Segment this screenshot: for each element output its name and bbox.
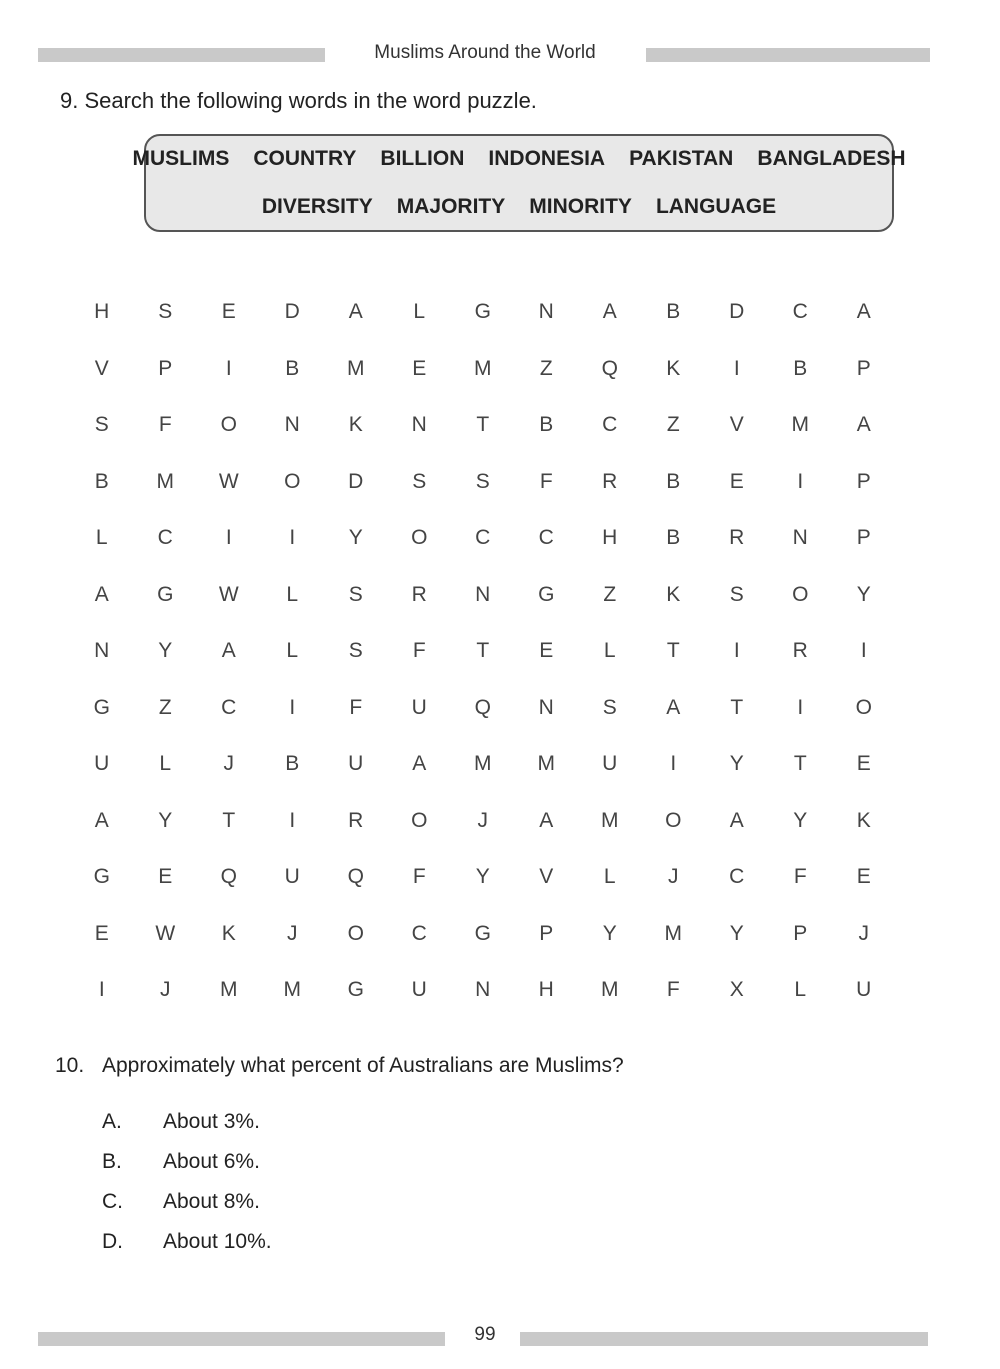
grid-letter[interactable]: A (221, 639, 236, 663)
option-text: About 10%. (163, 1230, 272, 1253)
header-band-left (38, 48, 325, 62)
grid-letter[interactable]: M (283, 978, 301, 1002)
grid-letter[interactable]: J (858, 921, 869, 945)
grid-letter[interactable]: S (412, 469, 427, 493)
grid-letter[interactable]: A (412, 752, 427, 776)
page-header-title: Muslims Around the World (374, 42, 596, 63)
grid-letter[interactable]: Q (220, 865, 237, 889)
grid-letter[interactable]: S (475, 469, 490, 493)
word-list-row-1 (132, 147, 906, 171)
grid-letter[interactable]: F (412, 639, 426, 663)
grid-letter[interactable]: K (666, 356, 681, 380)
grid-letter[interactable]: L (413, 300, 426, 324)
grid-letter[interactable]: L (603, 865, 616, 889)
grid-letter[interactable]: I (797, 695, 804, 719)
grid-letter[interactable]: A (94, 582, 109, 606)
grid-row (70, 341, 896, 398)
grid-letter[interactable]: A (348, 300, 363, 324)
grid-letter[interactable]: S (602, 695, 617, 719)
option-b[interactable] (102, 1150, 272, 1190)
grid-letter[interactable]: Y (158, 639, 173, 663)
grid-letter[interactable]: S (158, 300, 173, 324)
grid-row (70, 623, 896, 680)
word-item: MUSLIMS (132, 147, 230, 170)
answer-options (102, 1110, 272, 1270)
grid-letter[interactable]: A (856, 413, 871, 437)
grid-row (70, 284, 896, 341)
grid-letter[interactable]: U (411, 978, 427, 1002)
grid-letter[interactable]: U (411, 695, 427, 719)
grid-letter[interactable]: P (158, 356, 173, 380)
grid-row (70, 567, 896, 624)
header-band-right (646, 48, 930, 62)
option-text: About 6%. (163, 1150, 260, 1173)
grid-letter[interactable]: Z (539, 356, 553, 380)
grid-letter[interactable]: L (603, 639, 616, 663)
grid-row (70, 962, 896, 1019)
grid-letter[interactable]: E (412, 356, 427, 380)
grid-letter[interactable]: I (225, 526, 232, 550)
grid-letter[interactable]: N (475, 978, 491, 1002)
grid-letter[interactable]: I (289, 695, 296, 719)
grid-letter[interactable]: H (94, 300, 110, 324)
grid-letter[interactable]: B (666, 526, 681, 550)
grid-letter[interactable]: I (670, 752, 677, 776)
grid-letter[interactable]: Y (856, 582, 871, 606)
grid-letter[interactable]: B (666, 300, 681, 324)
word-item: MAJORITY (396, 195, 506, 218)
grid-letter[interactable]: I (733, 356, 740, 380)
grid-letter[interactable]: C (411, 921, 427, 945)
grid-letter[interactable]: H (538, 978, 554, 1002)
grid-letter[interactable]: G (93, 695, 110, 719)
grid-letter[interactable]: A (856, 300, 871, 324)
grid-letter[interactable]: T (730, 695, 744, 719)
grid-letter[interactable]: H (602, 526, 618, 550)
grid-letter[interactable]: O (411, 808, 428, 832)
grid-letter[interactable]: P (856, 526, 871, 550)
grid-letter[interactable]: W (218, 469, 239, 493)
grid-letter[interactable]: O (665, 808, 682, 832)
grid-letter[interactable]: R (729, 526, 745, 550)
grid-row (70, 849, 896, 906)
grid-letter[interactable]: F (158, 413, 172, 437)
grid-letter[interactable]: I (860, 639, 867, 663)
grid-letter[interactable]: W (155, 921, 176, 945)
grid-letter[interactable]: T (476, 639, 490, 663)
grid-letter[interactable]: M (791, 413, 809, 437)
grid-letter[interactable]: G (157, 582, 174, 606)
grid-letter[interactable]: N (538, 695, 554, 719)
grid-letter[interactable]: D (284, 300, 300, 324)
option-text: About 8%. (163, 1190, 260, 1213)
grid-letter[interactable]: S (348, 639, 363, 663)
grid-letter[interactable]: Z (603, 582, 617, 606)
grid-letter[interactable]: R (602, 469, 618, 493)
word-item: MINORITY (529, 195, 632, 218)
grid-letter[interactable]: I (733, 639, 740, 663)
grid-letter[interactable]: C (792, 300, 808, 324)
grid-letter[interactable]: C (221, 695, 237, 719)
grid-letter[interactable]: O (220, 413, 237, 437)
grid-letter[interactable]: I (289, 526, 296, 550)
grid-letter[interactable]: V (729, 413, 744, 437)
grid-row (70, 906, 896, 963)
grid-letter[interactable]: D (348, 469, 364, 493)
grid-letter[interactable]: G (538, 582, 555, 606)
grid-letter[interactable]: J (160, 978, 171, 1002)
word-item: LANGUAGE (655, 195, 777, 218)
grid-letter[interactable]: E (94, 921, 109, 945)
word-item: BILLION (380, 147, 465, 170)
word-item: DIVERSITY (261, 195, 373, 218)
word-item: BANGLADESH (757, 147, 906, 170)
option-text: About 3%. (163, 1110, 260, 1133)
grid-letter[interactable]: Y (348, 526, 363, 550)
grid-letter[interactable]: F (412, 865, 426, 889)
grid-letter[interactable]: Y (602, 921, 617, 945)
grid-letter[interactable]: C (729, 865, 745, 889)
grid-letter[interactable]: U (348, 752, 364, 776)
grid-letter[interactable]: B (94, 469, 109, 493)
grid-letter[interactable]: Y (158, 808, 173, 832)
grid-letter[interactable]: Z (666, 413, 680, 437)
grid-letter[interactable]: U (94, 752, 110, 776)
grid-letter[interactable]: L (95, 526, 108, 550)
grid-letter[interactable]: E (158, 865, 173, 889)
page-number: 99 (474, 1324, 496, 1345)
word-list-box (132, 134, 906, 232)
word-list-row-2 (146, 195, 892, 219)
grid-letter[interactable]: I (98, 978, 105, 1002)
grid-letter[interactable]: N (792, 526, 808, 550)
word-item: INDONESIA (488, 147, 606, 170)
grid-letter[interactable]: P (856, 356, 871, 380)
option-a[interactable] (102, 1110, 272, 1150)
grid-letter[interactable]: D (729, 300, 745, 324)
option-d[interactable] (102, 1230, 272, 1270)
grid-letter[interactable]: U (284, 865, 300, 889)
grid-letter[interactable]: Y (793, 808, 808, 832)
grid-letter[interactable]: O (347, 921, 364, 945)
grid-letter[interactable]: A (94, 808, 109, 832)
grid-letter[interactable]: E (856, 865, 871, 889)
grid-letter[interactable]: Y (475, 865, 490, 889)
grid-letter[interactable]: M (347, 356, 365, 380)
grid-letter[interactable]: R (411, 582, 427, 606)
grid-letter[interactable]: Z (158, 695, 172, 719)
question-10 (55, 1054, 624, 1078)
grid-letter[interactable]: K (856, 808, 871, 832)
grid-letter[interactable]: B (285, 356, 300, 380)
footer-band-left (38, 1332, 445, 1346)
grid-letter[interactable]: K (221, 921, 236, 945)
grid-row (70, 397, 896, 454)
grid-letter[interactable]: K (666, 582, 681, 606)
grid-letter[interactable]: A (602, 300, 617, 324)
grid-letter[interactable]: B (666, 469, 681, 493)
grid-letter[interactable]: I (225, 356, 232, 380)
grid-letter[interactable]: U (602, 752, 618, 776)
grid-letter[interactable]: F (539, 469, 553, 493)
grid-letter[interactable]: F (666, 978, 680, 1002)
grid-letter[interactable]: R (348, 808, 364, 832)
option-letter: D. (102, 1230, 123, 1253)
grid-letter[interactable]: B (793, 356, 808, 380)
grid-letter[interactable]: E (729, 469, 744, 493)
grid-letter[interactable]: M (474, 356, 492, 380)
grid-letter[interactable]: F (349, 695, 363, 719)
grid-letter[interactable]: U (856, 978, 872, 1002)
grid-letter[interactable]: T (793, 752, 807, 776)
grid-letter[interactable]: L (794, 978, 807, 1002)
grid-letter[interactable]: L (286, 582, 299, 606)
grid-letter[interactable]: E (221, 300, 236, 324)
grid-letter[interactable]: A (539, 808, 554, 832)
grid-row (70, 736, 896, 793)
grid-letter[interactable]: B (285, 752, 300, 776)
grid-letter[interactable]: P (793, 921, 808, 945)
option-letter: B. (102, 1150, 122, 1173)
grid-letter[interactable]: M (474, 752, 492, 776)
grid-letter[interactable]: L (159, 752, 172, 776)
grid-letter[interactable]: S (729, 582, 744, 606)
question-9: 9. Search the following words in the word puzzle. (60, 88, 537, 113)
grid-letter[interactable]: J (287, 921, 298, 945)
word-search-grid (70, 284, 896, 1019)
grid-letter[interactable]: A (666, 695, 681, 719)
option-letter: C. (102, 1190, 123, 1213)
grid-letter[interactable]: M (156, 469, 174, 493)
option-letter: A. (102, 1110, 122, 1133)
grid-letter[interactable]: V (94, 356, 109, 380)
grid-row (70, 680, 896, 737)
grid-letter[interactable]: W (218, 582, 239, 606)
grid-letter[interactable]: O (855, 695, 872, 719)
grid-letter[interactable]: M (664, 921, 682, 945)
grid-letter[interactable]: R (792, 639, 808, 663)
grid-letter[interactable]: J (477, 808, 488, 832)
grid-letter[interactable]: I (797, 469, 804, 493)
grid-letter[interactable]: P (539, 921, 554, 945)
grid-letter[interactable]: G (474, 300, 491, 324)
grid-letter[interactable]: S (94, 413, 109, 437)
grid-letter[interactable]: C (538, 526, 554, 550)
grid-letter[interactable]: Q (474, 695, 491, 719)
grid-letter[interactable]: Q (347, 865, 364, 889)
grid-letter[interactable]: T (476, 413, 490, 437)
grid-letter[interactable]: N (538, 300, 554, 324)
grid-letter[interactable]: O (284, 469, 301, 493)
grid-letter[interactable]: V (539, 865, 554, 889)
grid-letter[interactable]: M (537, 752, 555, 776)
grid-letter[interactable]: N (475, 582, 491, 606)
grid-letter[interactable]: Y (729, 921, 744, 945)
grid-letter[interactable]: T (666, 639, 680, 663)
option-c[interactable] (102, 1190, 272, 1230)
grid-letter[interactable]: K (348, 413, 363, 437)
grid-letter[interactable]: T (222, 808, 236, 832)
grid-row (70, 510, 896, 567)
grid-letter[interactable]: L (286, 639, 299, 663)
question-10-number: 10. (55, 1054, 85, 1077)
grid-letter[interactable]: B (539, 413, 554, 437)
grid-letter[interactable]: A (729, 808, 744, 832)
grid-letter[interactable]: S (348, 582, 363, 606)
grid-letter[interactable]: P (856, 469, 871, 493)
grid-letter[interactable]: G (93, 865, 110, 889)
grid-letter[interactable]: J (668, 865, 679, 889)
grid-letter[interactable]: N (94, 639, 110, 663)
grid-letter[interactable]: N (411, 413, 427, 437)
grid-letter[interactable]: M (220, 978, 238, 1002)
grid-letter[interactable]: G (474, 921, 491, 945)
grid-letter[interactable]: X (729, 978, 744, 1002)
grid-letter[interactable]: Y (729, 752, 744, 776)
grid-letter[interactable]: Q (601, 356, 618, 380)
grid-letter[interactable]: M (601, 808, 619, 832)
grid-letter[interactable]: C (602, 413, 618, 437)
grid-letter[interactable]: I (289, 808, 296, 832)
question-10-text: Approximately what percent of Australians are Muslims? (102, 1054, 624, 1077)
grid-letter[interactable]: M (601, 978, 619, 1002)
grid-letter[interactable]: G (347, 978, 364, 1002)
grid-letter[interactable]: O (411, 526, 428, 550)
grid-row (70, 793, 896, 850)
grid-letter[interactable]: J (223, 752, 234, 776)
word-item: PAKISTAN (629, 147, 734, 170)
grid-letter[interactable]: E (539, 639, 554, 663)
grid-row (70, 454, 896, 511)
grid-letter[interactable]: C (157, 526, 173, 550)
footer-band-right (520, 1332, 928, 1346)
grid-letter[interactable]: E (856, 752, 871, 776)
grid-letter[interactable]: N (284, 413, 300, 437)
grid-letter[interactable]: O (792, 582, 809, 606)
word-item: COUNTRY (253, 147, 357, 170)
grid-letter[interactable]: C (475, 526, 491, 550)
grid-letter[interactable]: F (793, 865, 807, 889)
